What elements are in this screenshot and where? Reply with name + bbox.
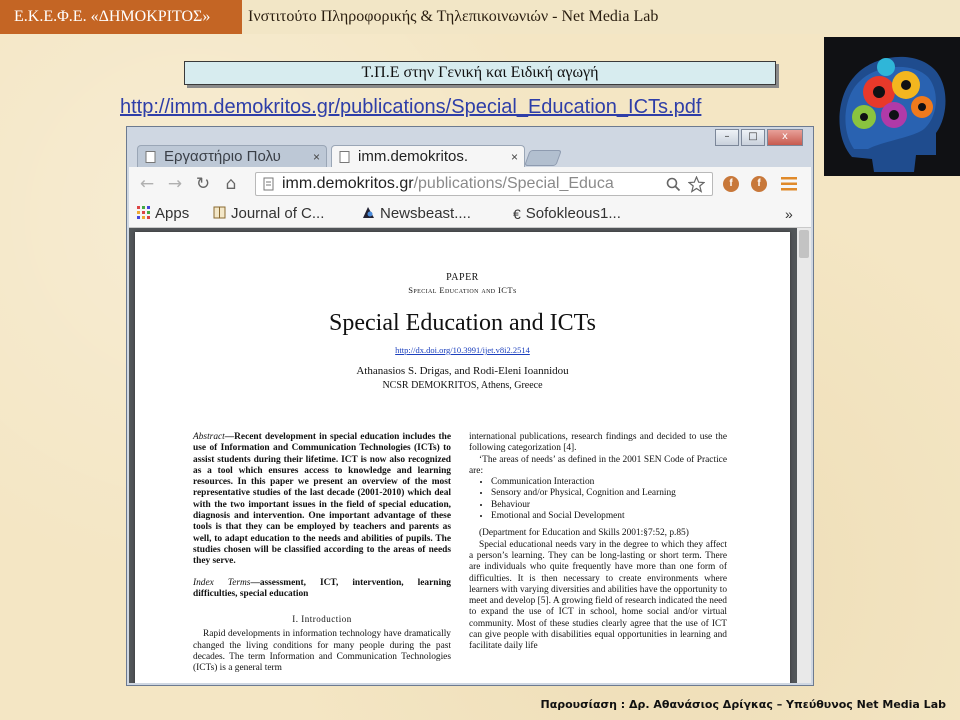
address-bar[interactable] [255,172,713,196]
abstract-text: —Recent development in special education includes the use of Information and Communication Technologies (ICTs) to assist students during their lifetime. ICT is now also recognized as a tool which ensures access to knowledge and learning resources. In this paper we present an overview of the most representative studies of the last decade (2001-2010) which deal with the two important issues in the field of special education, diagnosis and intervention. One important advantage of these tools is that they can be employed by teachers and parents as well, to adapt education to the needs and abilities of pupils. The studies chosen will be classified according to the areas of needs they serve. [193,432,451,567]
page-info-icon[interactable] [262,177,276,191]
index-label: Index Terms [193,577,251,588]
index-terms [193,578,451,601]
bookmark-journal[interactable] [213,204,324,224]
address-host: imm.demokritos.gr [282,175,414,192]
pdf-viewer[interactable] [129,228,811,683]
new-tab-button[interactable] [524,150,562,166]
right-body: Special educational needs vary in the degree to which they affect a person’s learning. They can be long-lasting or short term. There are individuals who quite frequently have more than one form of difficulties. It is then necessary to create environments where learners with varying diversities and abilities have the opportunity to meet and develop [5]. A growing field of research indicated the need to expand the use of ICT in school, home social and/or virtual community. Most of these studies clearly agree that the use of ICT can give people with disabilities equal opportunities in learning and facilitate daily life [469,539,728,652]
list-item: • Behaviour [491,500,727,511]
bookmark-star-icon[interactable] [688,176,705,193]
back-icon[interactable]: ← [139,174,155,194]
right-intro: international publications, research findings and decided to use the following categorization [4]. [469,432,727,454]
brain-gears-image [824,37,960,176]
tab-strip [135,143,795,167]
page-icon [339,151,351,163]
apps-grid-icon [137,206,150,219]
list-item: • Communication Interaction [491,477,727,488]
newsbeast-icon [362,206,375,219]
paper-authors: Athanasios S. Drigas, and Rodi-Eleni Ioannidou [356,365,569,377]
tab-close-icon[interactable]: × [510,150,518,164]
address-path: /publications/Special_Educa [413,175,614,192]
abstract [193,432,451,568]
bookmark-label: Apps [155,205,190,222]
paper-right-column [469,432,727,653]
slide-header [0,0,960,34]
maximize-button[interactable]: □ [741,129,765,146]
tab-pdf[interactable] [331,145,525,167]
paper-kind: PAPER [446,272,479,283]
home-icon[interactable]: ⌂ [225,174,237,194]
presenter-footer: Παρουσίαση : Δρ. Αθανάσιος Δρίγκας – Υπεύθυνος Net Media Lab [540,698,946,711]
page-icon [145,151,157,163]
abstract-label: Abstract [193,432,225,442]
bookmark-label: Sofokleous1... [525,205,621,222]
tab-close-icon[interactable]: × [312,150,320,164]
list-item: • Emotional and Social Development [491,511,727,522]
browser-toolbar [129,167,811,201]
bookmark-label: Journal of C... [231,205,325,222]
intro-text: Rapid developments in information technology have dramatically changed the living conditions for many people during the past decades. The term Information and Communication Technologies (ICTs) is a general term [193,629,451,674]
paper-left-column [193,432,451,675]
menu-icon[interactable] [781,177,797,191]
extension-icon[interactable]: f [751,176,767,192]
reload-icon[interactable]: ↻ [195,174,211,194]
address-text [282,173,662,195]
pdf-page [135,232,790,683]
bookmark-apps[interactable] [137,204,189,224]
pdf-scrollbar[interactable] [797,228,811,683]
bookmarks-overflow-button[interactable]: » [785,206,793,222]
bookmark-sofokleous[interactable] [513,204,621,224]
publication-link[interactable]: http://imm.demokritos.gr/publications/Special_Education_ICTs.pdf [120,96,702,118]
section-heading: I. Introduction [292,614,352,625]
zoom-icon[interactable] [666,177,681,192]
bookmark-label: Newsbeast.... [380,205,471,222]
institute-subtitle: Ινστιτούτο Πληροφορικής & Τηλεπικοινωνιών - Net Media Lab [248,8,659,25]
list-item: • Sensory and/or Physical, Cognition and Learning [491,488,727,499]
needs-list [469,477,727,522]
paper-doi-link[interactable]: http://dx.doi.org/10.3991/ijet.v8i2.2514 [395,345,530,355]
bookmark-newsbeast[interactable] [362,204,471,224]
minimize-button[interactable]: – [715,129,739,146]
browser-window [126,126,814,686]
paper-title: Special Education and ICTs [329,310,596,336]
institute-brand: Ε.Κ.Ε.Φ.Ε. «ΔΗΜΟΚΡΙΤΟΣ» [0,0,242,34]
index-text: —assessment, ICT, intervention, learning difficulties, special education [193,577,451,599]
forward-icon[interactable]: → [167,174,183,194]
euro-icon: € [513,206,521,222]
paper-category: Special Education and ICTs [408,285,517,295]
slide-title: Τ.Π.Ε στην Γενική και Ειδική αγωγή [184,61,776,85]
tab-lab[interactable] [137,145,327,167]
paper-affiliation: NCSR DEMOKRITOS, Athens, Greece [382,380,543,391]
scroll-thumb[interactable] [799,230,809,258]
tab-label: imm.demokritos. [358,148,469,165]
book-icon [213,206,226,219]
source-note: (Department for Education and Skills 2001:§7:52, p.85) [479,528,689,539]
extension-icon[interactable]: f [723,176,739,192]
bookmarks-bar [129,201,811,228]
close-window-button[interactable]: x [767,129,803,146]
tab-label: Εργαστήριο Πολυ [164,148,281,165]
needs-intro: ‘The areas of needs’ as defined in the 2001 SEN Code of Practice are: [469,454,727,476]
